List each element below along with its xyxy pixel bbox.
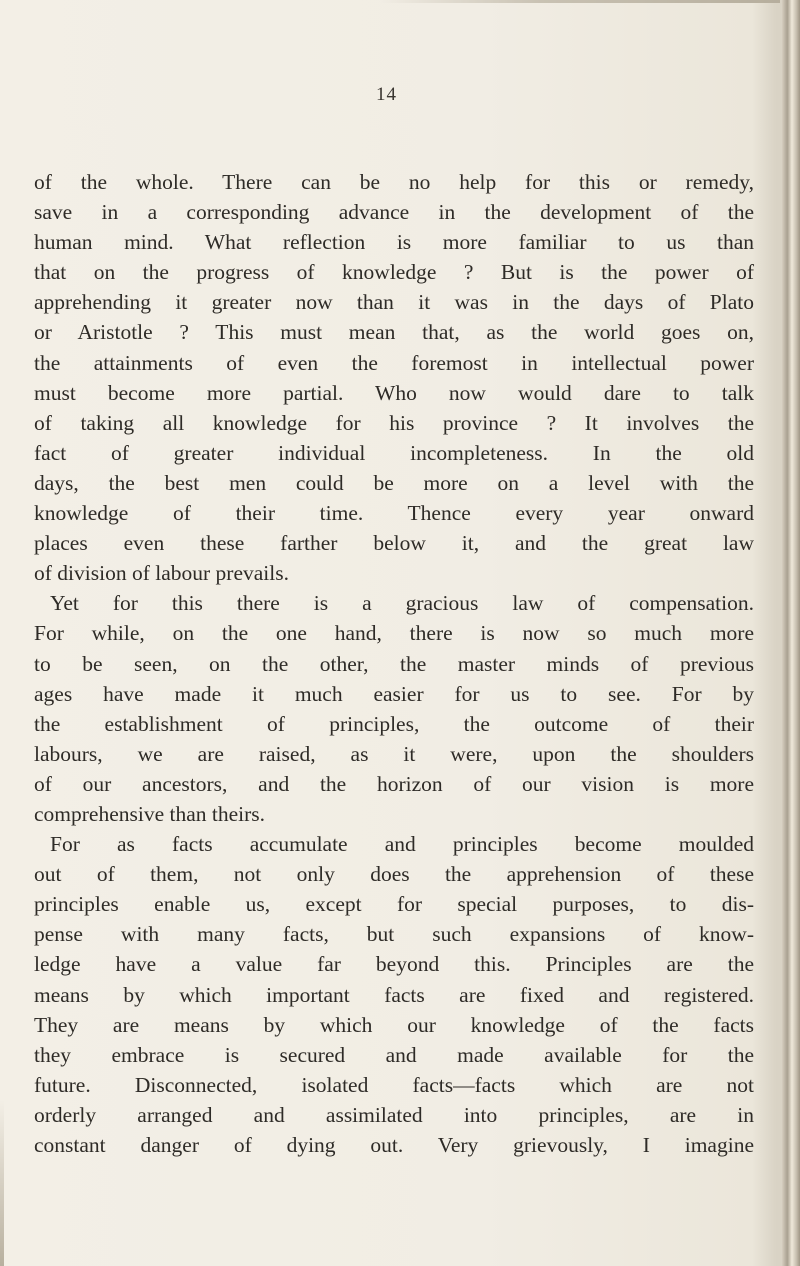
- text-line: ledge have a value far beyond this. Principles are the: [34, 952, 754, 977]
- text-line: apprehending it greater now than it was in the days of Plato: [34, 290, 754, 315]
- text-line: to be seen, on the other, the master minds of previous: [34, 651, 754, 676]
- text-line: fact of greater individual incompleteness. In the old: [34, 440, 754, 465]
- text-line: orderly arranged and assimilated into principles, are in: [34, 1102, 754, 1127]
- text-line: principles enable us, except for special purposes, to dis-: [34, 892, 754, 917]
- text-line: of division of labour prevails.: [34, 561, 289, 586]
- page-binding-edge: [782, 0, 800, 1266]
- page-number: 14: [376, 84, 397, 105]
- text-line: of our ancestors, and the horizon of our vision is more: [34, 771, 754, 796]
- text-line: out of them, not only does the apprehension of these: [34, 862, 754, 887]
- text-line: For as facts accumulate and principles become moulded: [50, 832, 754, 857]
- text-line: of taking all knowledge for his province ? It involves the: [34, 410, 754, 435]
- text-line: the attainments of even the foremost in intellectual power: [34, 350, 754, 375]
- text-line: They are means by which our knowledge of the facts: [34, 1012, 754, 1037]
- text-line: places even these farther below it, and the great law: [34, 531, 754, 556]
- text-line: comprehensive than theirs.: [34, 801, 266, 826]
- text-line: must become more partial. Who now would dare to talk: [34, 380, 754, 405]
- page-left-edge-shadow: [0, 1100, 4, 1266]
- text-line: labours, we are raised, as it were, upon the shoulders: [34, 741, 754, 766]
- text-line: Yet for this there is a gracious law of compensation.: [50, 591, 754, 616]
- page-top-edge-shadow: [380, 0, 780, 3]
- text-line: days, the best men could be more on a level with the: [34, 470, 754, 495]
- text-line: pense with many facts, but such expansions of know-: [34, 922, 754, 947]
- text-line: that on the progress of knowledge ? But is the power of: [34, 260, 754, 285]
- text-line: means by which important facts are fixed and registered.: [34, 982, 754, 1007]
- text-line: ages have made it much easier for us to see. For by: [34, 681, 754, 706]
- text-line: For while, on the one hand, there is now so much more: [34, 621, 754, 646]
- text-line: they embrace is secured and made available for the: [34, 1042, 754, 1067]
- text-line: the establishment of principles, the outcome of their: [34, 711, 754, 736]
- text-line: future. Disconnected, isolated facts—facts which are not: [34, 1072, 754, 1097]
- text-line: human mind. What reflection is more familiar to us than: [34, 230, 754, 255]
- text-line: knowledge of their time. Thence every year onward: [34, 501, 754, 526]
- body-text: [34, 167, 754, 1160]
- text-line: constant danger of dying out. Very grievously, I imagine: [34, 1133, 754, 1157]
- text-line: or Aristotle ? This must mean that, as the world goes on,: [34, 320, 754, 345]
- text-line: save in a corresponding advance in the development of the: [34, 200, 754, 225]
- text-line: of the whole. There can be no help for this or remedy,: [34, 170, 754, 194]
